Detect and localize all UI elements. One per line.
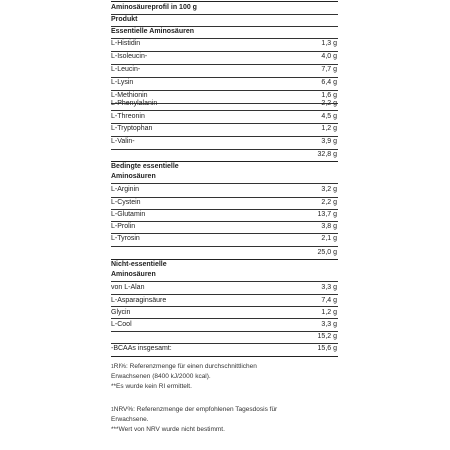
table-row: L-Valin- 3,9 g xyxy=(111,138,337,145)
nonessential-heading: Nicht-essentielle Aminosäuren xyxy=(111,261,167,278)
table-row: L-Leucin- 7,7 g xyxy=(111,66,337,73)
table-row: L-Methionin 1,6 g xyxy=(111,92,337,99)
section-rule xyxy=(111,356,338,357)
table-row: L-Tyrosin 2,1 g xyxy=(111,235,337,242)
table-row: L-Prolin 3,8 g xyxy=(111,223,337,230)
table-row: L-Isoleucin- 4,0 g xyxy=(111,53,337,60)
footnote-nrv: $^1$NRV%: Referenzmenge der empfohlenen Tagesdosis für Erwachsene. ***Wert von NRV wurde nicht bestimmt. xyxy=(111,406,278,433)
table-row: L-Asparaginsäure 7,4 g xyxy=(111,297,337,304)
essential-total-row: 32,8 g xyxy=(317,151,337,158)
bcaa-row: -BCAAs insgesamt: 15,6 g xyxy=(111,345,337,352)
table-row: L-Histidin 1,3 g xyxy=(111,40,337,47)
table-row: von L-Alan 3,3 g xyxy=(111,284,337,291)
table-row: L-Threonin 4,5 g xyxy=(111,113,337,120)
table-title: Aminosäureprofil in 100 g xyxy=(111,4,197,11)
essential-heading: Essentielle Aminosäuren xyxy=(111,28,194,35)
table-row: L-Lysin 6,4 g xyxy=(111,79,337,86)
table-row: L-Cystein 2,2 g xyxy=(111,199,337,206)
conditional-total-row: 25,0 g xyxy=(317,249,337,256)
table-row: L-Glutamin 13,7 g xyxy=(111,211,337,218)
table-row: L-Phenylalanin 2,2 g xyxy=(111,100,337,107)
table-row: Glycin 1,2 g xyxy=(111,309,337,316)
table-row: L-Tryptophan 1,2 g xyxy=(111,125,337,132)
product-label: Produkt xyxy=(111,16,138,23)
amino-acid-table xyxy=(111,0,338,450)
table-row: L-Arginin 3,2 g xyxy=(111,186,337,193)
conditional-heading: Bedingte essentielle Aminosäuren xyxy=(111,163,179,180)
table-row: L-Cool 3,3 g xyxy=(111,321,337,328)
nonessential-total-row: 15,2 g xyxy=(317,333,337,340)
footnote-ri: $^1$RI%: Referenzmenge für einen durchschnittlichen Erwachsenen (8400 kJ/2000 kcal). **Es wurde kein RI ermittelt. xyxy=(111,363,257,390)
